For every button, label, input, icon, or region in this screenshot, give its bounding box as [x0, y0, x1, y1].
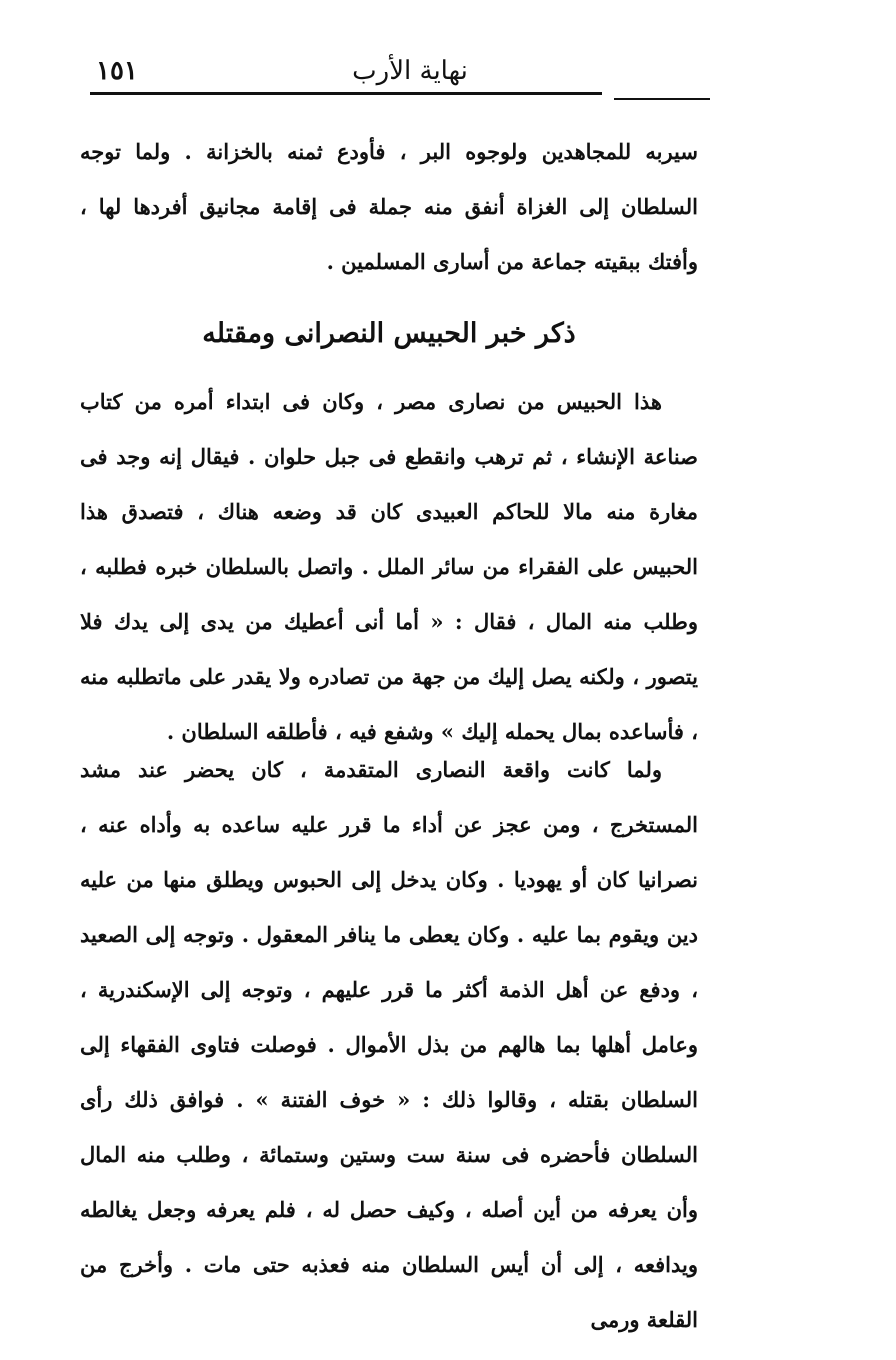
section-heading: ذكر خبر الحبيس النصرانى ومقتله — [202, 318, 576, 349]
header-rule-short — [614, 98, 710, 100]
page-number: ١٥١ — [96, 56, 138, 86]
book-title: نهاية الأرب — [352, 56, 468, 86]
running-header — [90, 52, 710, 92]
body-text-block — [80, 742, 698, 1347]
paragraph: هذا الحبيس من نصارى مصر ، وكان فى ابتداء أمره من كتاب صناعة الإنشاء ، ثم ترهب وانقطع فى جبل حلوان . فيقال إنه وجد فى مغارة منه مالا للحاكم العبيدى كان قد وضعه هناك ، فتصدق هذا الحبيس على الفقراء من سائر الملل . واتصل بالسلطان خبره فطلبه ، وطلب منه المال ، فقال : « أما أنى أعطيك من يدى إلى يدك فلا يتصور ، ولكنه يصل إليك من جهة من تصادره ولا يقدر على ماتطلبه منه ، فأساعده بمال يحمله إليك » وشفع فيه ، فأطلقه السلطان . — [80, 389, 698, 744]
header-rule — [90, 92, 602, 95]
body-text-block — [80, 374, 698, 759]
body-text-block — [80, 124, 698, 289]
paragraph: ولما كانت واقعة النصارى المتقدمة ، كان يحضر عند مشد المستخرج ، ومن عجز عن أداء ما قرر عليه ساعده به وأداه عنه ، نصرانيا كان أو يهوديا . وكان يدخل إلى الحبوس ويطلق منها من عليه دين ويقوم بما عليه . وكان يعطى ما ينافر المعقول . وتوجه إلى الصعيد ، ودفع عن أهل الذمة أكثر ما قرر عليهم ، وتوجه إلى الإسكندرية ، وعامل أهلها بما هالهم من بذل الأموال . فوصلت فتاوى الفقهاء إلى السلطان بقتله ، وقالوا ذلك : « خوف الفتنة » . فوافق ذلك رأى السلطان فأحضره فى سنة ست وستين وستمائة ، وطلب منه المال وأن يعرفه من أين أصله ، وكيف حصل له ، فلم يعرفه وجعل يغالطه ويدافعه ، إلى أن أيس السلطان منه فعذبه حتى مات . وأخرج من القلعة ورمى — [80, 757, 699, 1332]
paragraph: سيربه للمجاهدين ولوجوه البر ، فأودع ثمنه بالخزانة . ولما توجه السلطان إلى الغزاة أنفق منه جملة فى إقامة مجانيق أفردها لها ، وأفتك ببقيته جماعة من أسارى المسلمين . — [80, 139, 698, 274]
